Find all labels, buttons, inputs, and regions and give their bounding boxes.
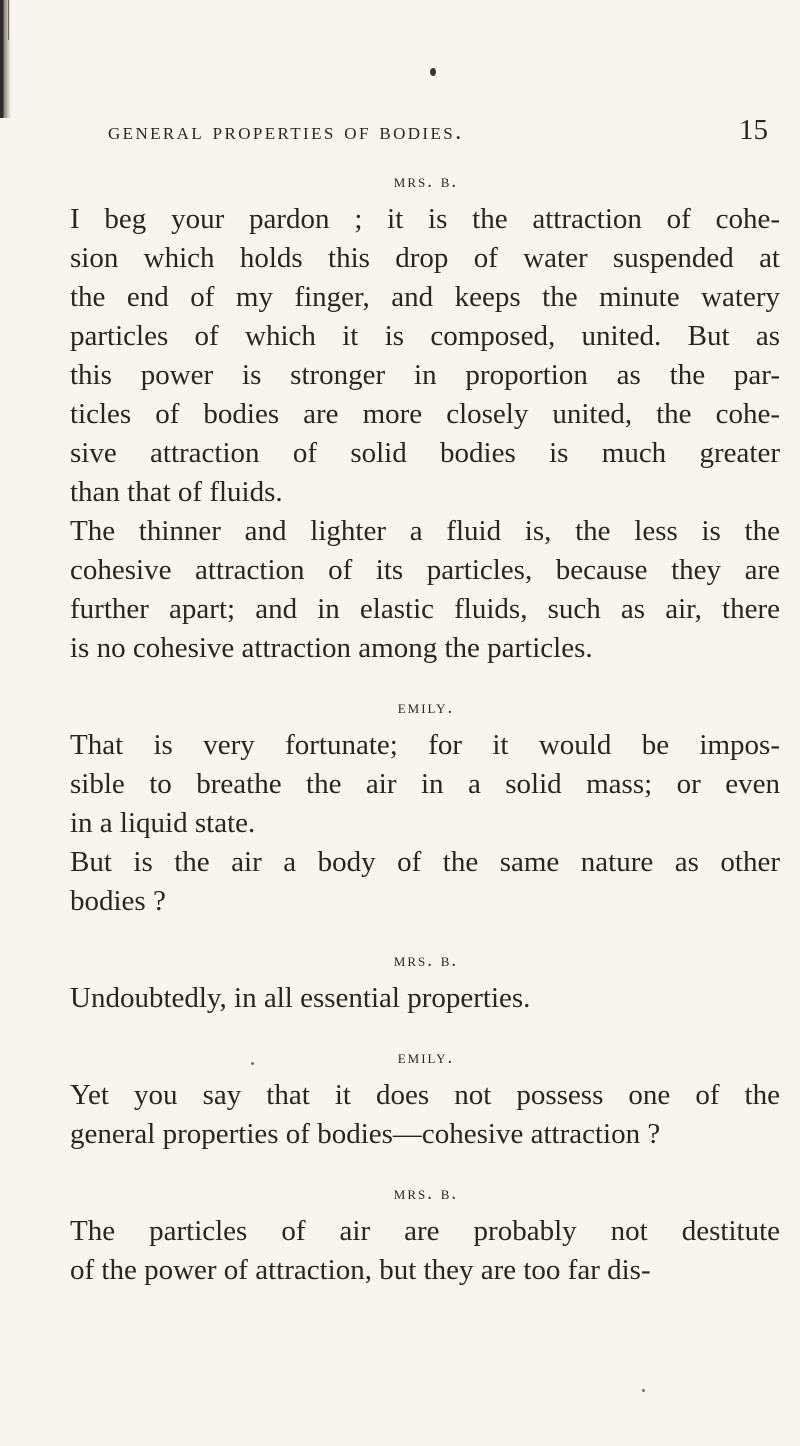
text-line: Undoubtedly, in all essential properties. (70, 982, 531, 1014)
text-line: That is very fortunate; for it would be impos- (70, 729, 780, 761)
page-number: 15 (739, 114, 768, 146)
speaker-label: emily. (397, 697, 455, 718)
ink-speck (642, 1389, 645, 1392)
paragraph (48, 979, 780, 1018)
text-line: particles of which it is composed, united. But as (70, 320, 780, 352)
paragraph (48, 1212, 780, 1290)
paragraph (48, 1076, 780, 1154)
speaker-label: mrs. b. (393, 950, 459, 971)
text-line: bodies ? (70, 885, 166, 917)
paragraph (48, 726, 780, 843)
text-line: is no cohesive attraction among the particles. (70, 632, 593, 664)
ink-mark (430, 68, 436, 76)
running-head: general properties of bodies. (108, 118, 464, 145)
speaker-label: mrs. b. (393, 1183, 459, 1204)
paragraph (48, 843, 780, 921)
text-line: in a liquid state. (70, 807, 256, 839)
text-line: But is the air a body of the same nature as other (70, 846, 780, 878)
text-line: The particles of air are probably not destitute (70, 1215, 780, 1247)
page-header (108, 114, 780, 154)
text-line: this power is stronger in proportion as the par- (70, 359, 780, 391)
speaker-label: mrs. b. (393, 171, 459, 192)
text-line: I beg your pardon ; it is the attraction of cohe- (70, 203, 780, 235)
text-line: sible to breathe the air in a solid mass; or even (70, 768, 780, 800)
text-line: Yet you say that it does not possess one of the (70, 1079, 780, 1111)
paragraph (48, 200, 780, 512)
paragraph (48, 512, 780, 668)
speaker-label: emily. (397, 1047, 455, 1068)
text-line: general properties of bodies—cohesive attraction ? (70, 1118, 661, 1150)
text-line: further apart; and in elastic fluids, such as air, there (70, 593, 780, 625)
text-line: of the power of attraction, but they are too far dis- (70, 1254, 651, 1286)
text-line: cohesive attraction of its particles, because they are (70, 554, 780, 586)
page-edge-line (8, 0, 9, 40)
dialogue-text (48, 164, 780, 1290)
text-line: sive attraction of solid bodies is much greater (70, 437, 780, 469)
text-line: The thinner and lighter a fluid is, the less is the (70, 515, 780, 547)
text-line: ticles of bodies are more closely united, the cohe- (70, 398, 780, 430)
page-edge-shadow (0, 0, 12, 118)
text-line: the end of my finger, and keeps the minute watery (70, 281, 780, 313)
text-line: sion which holds this drop of water suspended at (70, 242, 780, 274)
text-line: than that of fluids. (70, 476, 283, 508)
